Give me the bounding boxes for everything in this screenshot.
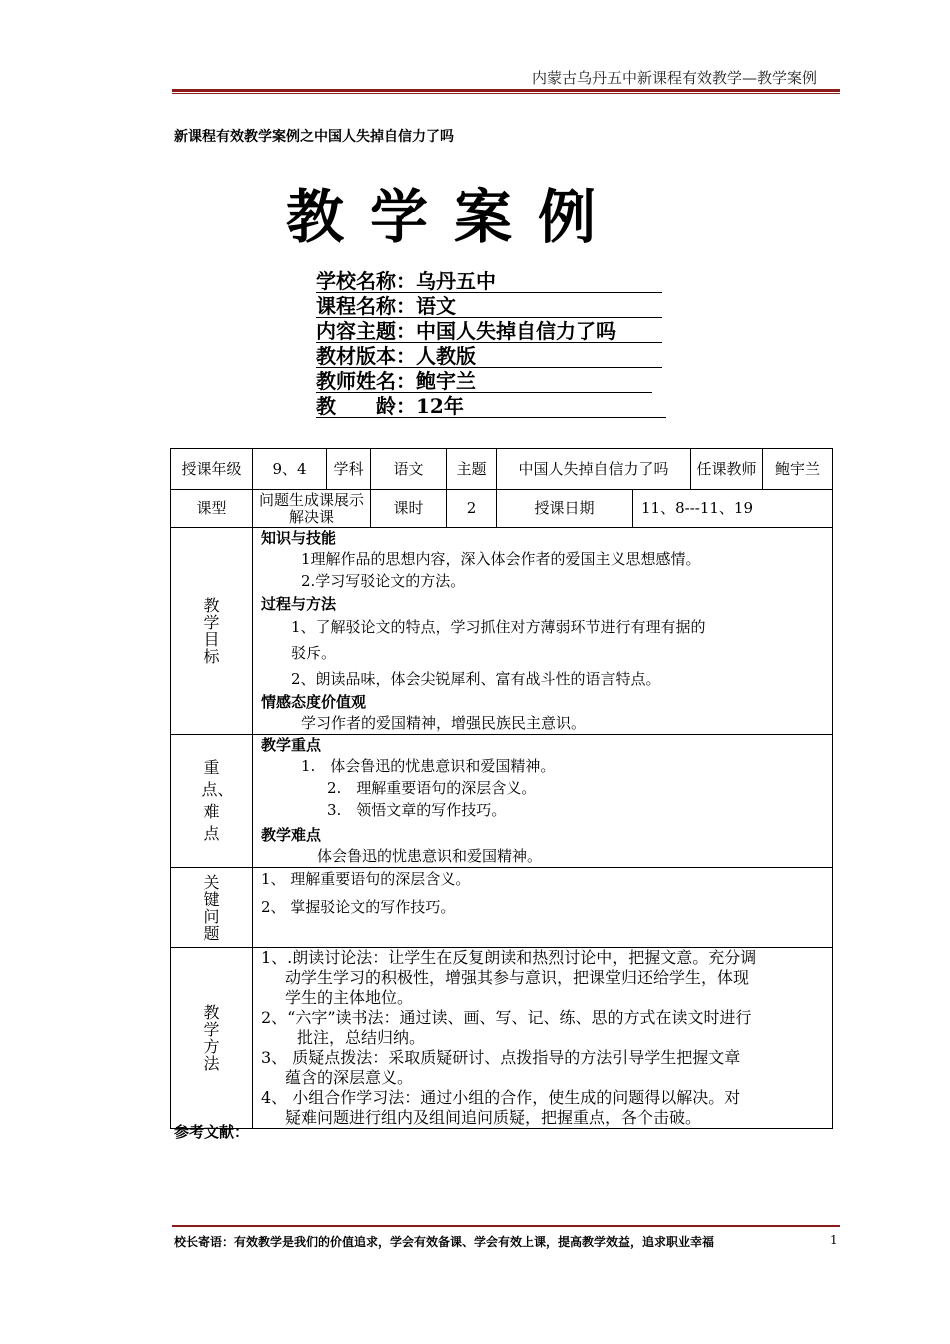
footer-rule	[172, 1225, 840, 1227]
document-subtitle: 新课程有效教学案例之中国人失掉自信力了吗	[174, 129, 454, 145]
method-1-cont-2: 学生的主体地位。	[285, 988, 414, 1007]
focus-item-1: 1. 体会鲁迅的忧患意识和爱国精神。	[301, 757, 556, 775]
focus-item-3: 3. 领悟文章的写作技巧。	[327, 801, 507, 819]
type-value: 问题生成课展示解决课	[253, 490, 371, 528]
hours-value: 2	[447, 490, 497, 528]
difficulty-title: 教学难点	[261, 826, 322, 844]
subject-label: 学科	[327, 449, 371, 490]
questions-content	[253, 868, 833, 948]
subject-value: 语文	[371, 449, 447, 490]
header-rule-thin	[172, 93, 840, 94]
table-row-basic	[171, 449, 833, 490]
process-item-1: 1、了解驳论文的特点，学习抓住对方薄弱环节进行有理有据的	[291, 618, 706, 636]
focus-item-2: 2. 理解重要语句的深层含义。	[327, 779, 537, 797]
process-title: 过程与方法	[261, 595, 337, 613]
table-row-course	[171, 490, 833, 528]
teacher-value: 鲍宇兰	[763, 449, 833, 490]
question-item-2: 2、 掌握驳论文的写作技巧。	[261, 898, 456, 916]
info-topic: 内容主题：中国人失掉自信力了吗	[316, 318, 662, 343]
info-school: 学校名称：乌丹五中	[316, 268, 662, 293]
date-value: 11、8---11、19	[633, 490, 833, 528]
question-item-1: 1、 理解重要语句的深层含义。	[261, 870, 471, 888]
table-row-methods	[171, 948, 833, 1129]
knowledge-item-1: 1理解作品的思想内容，深入体会作者的爱国主义思想感情。	[301, 550, 701, 568]
document-title: 教学案例	[286, 183, 623, 251]
table-row-goals	[171, 528, 833, 735]
key-label-text: 重点、难点	[201, 758, 234, 843]
method-2: 2、“六字”读书法：通过读、画、写、记、练、思的方式在读文时进行	[261, 1008, 752, 1027]
methods-content	[253, 948, 833, 1129]
methods-label	[171, 948, 253, 1129]
goals-label-text: 教学目标	[203, 596, 220, 666]
knowledge-item-2: 2.学习写驳论文的方法。	[301, 572, 466, 590]
date-label: 授课日期	[497, 490, 633, 528]
grade-label: 授课年级	[171, 449, 253, 490]
knowledge-title: 知识与技能	[261, 529, 337, 547]
topic-value: 中国人失掉自信力了吗	[497, 449, 691, 490]
page-header: 内蒙古乌丹五中新课程有效教学—教学案例	[531, 69, 817, 87]
key-content	[253, 735, 833, 868]
method-1-cont-1: 动学生学习的积极性，增强其参与意识，把课堂归还给学生，体现	[285, 968, 750, 987]
process-item-1-cont: 驳斥。	[291, 644, 337, 662]
teacher-label: 任课教师	[691, 449, 763, 490]
focus-title: 教学重点	[261, 736, 322, 754]
questions-label-text: 关键问题	[203, 872, 220, 943]
emotion-title: 情感态度价值观	[261, 693, 367, 711]
method-4-cont: 疑难问题进行组内及组间追问质疑，把握重点，各个击破。	[285, 1108, 702, 1127]
info-teacher: 教师姓名：鲍宇兰	[316, 368, 652, 393]
method-3: 3、 质疑点拨法：采取质疑研讨、点拨指导的方法引导学生把握文章	[261, 1048, 741, 1067]
questions-label	[171, 868, 253, 948]
method-1: 1、.朗读讨论法：让学生在反复朗读和热烈讨论中，把握文意。充分调	[261, 948, 757, 967]
goals-content	[253, 528, 833, 735]
table-row-questions	[171, 868, 833, 948]
goals-label	[171, 528, 253, 735]
emotion-item-1: 学习作者的爱国精神，增强民族民主意识。	[301, 714, 587, 732]
references-label: 参考文献：	[174, 1123, 250, 1141]
difficulty-item-1: 体会鲁迅的忧患意识和爱国精神。	[317, 847, 543, 865]
type-label: 课型	[171, 490, 253, 528]
process-item-2: 2、朗读品味，体会尖锐犀利、富有战斗性的语言特点。	[291, 670, 661, 688]
method-2-cont: 批注，总结归纳。	[297, 1028, 426, 1047]
method-4: 4、 小组合作学习法：通过小组的合作，使生成的问题得以解决。对	[261, 1088, 741, 1107]
footer-motto: 校长寄语：有效教学是我们的价值追求，学会有效备课、学会有效上课，提高教学效益，追求职业幸福	[174, 1235, 715, 1249]
topic-label: 主题	[447, 449, 497, 490]
lesson-plan-table	[170, 448, 833, 1129]
info-edition: 教材版本：人教版	[316, 343, 662, 368]
hours-label: 课时	[371, 490, 447, 528]
table-row-key	[171, 735, 833, 868]
grade-value: 9、4	[253, 449, 327, 490]
info-block	[316, 268, 666, 418]
info-course: 课程名称：语文	[316, 293, 662, 318]
header-rule	[172, 89, 840, 92]
key-label	[171, 735, 253, 868]
page-number: 1	[830, 1233, 838, 1247]
info-years: 教 龄：12年	[316, 393, 666, 418]
methods-label-text: 教学方法	[203, 1003, 220, 1073]
method-3-cont: 蕴含的深层意义。	[285, 1068, 414, 1087]
